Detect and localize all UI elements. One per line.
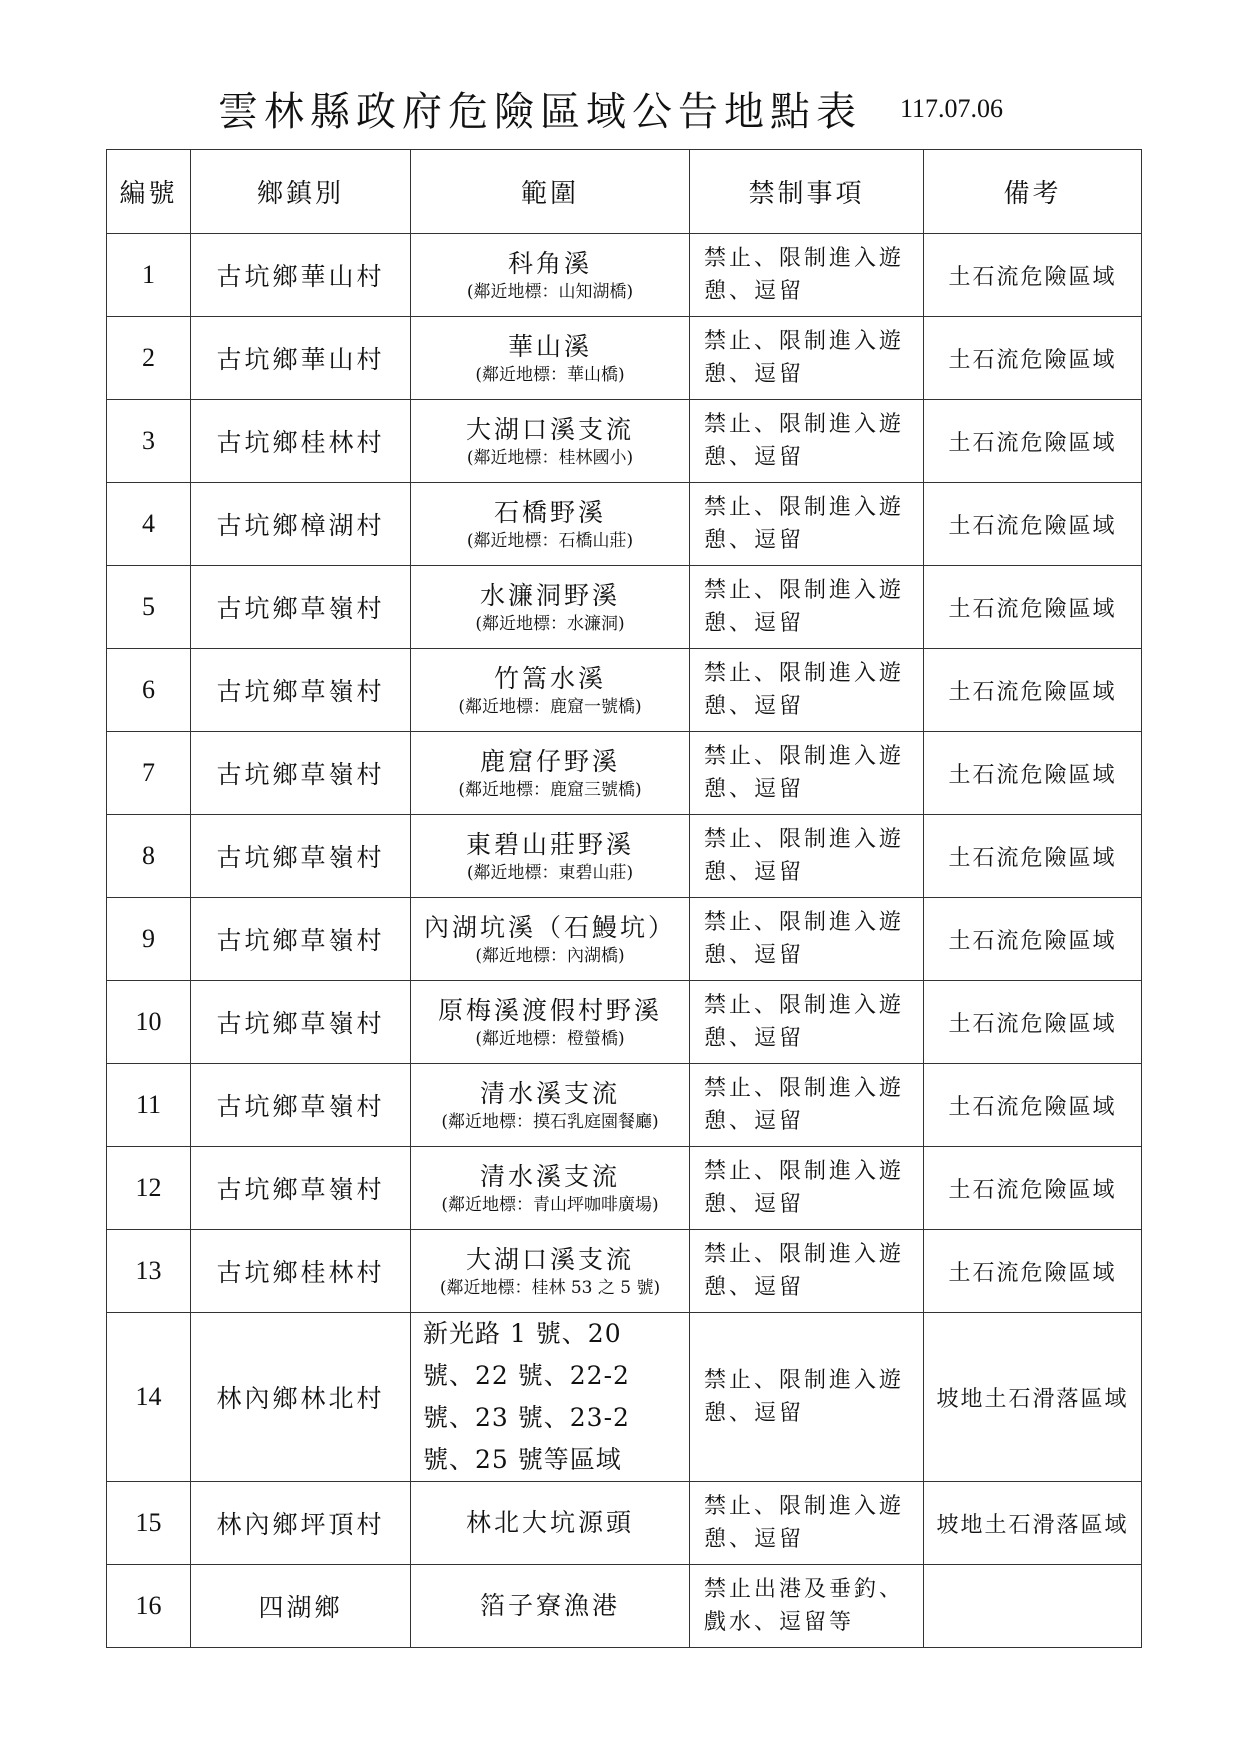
table-row (107, 1313, 1142, 1482)
title-row (0, 72, 1241, 142)
scope-landmark: (鄰近地標：水濂洞) (475, 614, 625, 634)
row-restriction: 禁止、限制進入遊憩、逗留 (690, 483, 924, 566)
table-row (107, 1482, 1142, 1565)
scope-landmark: (鄰近地標：青山坪咖啡廣場) (441, 1195, 659, 1215)
row-number: 14 (107, 1313, 191, 1482)
row-scope (411, 400, 690, 483)
table-row (107, 649, 1142, 732)
row-township: 古坑鄉草嶺村 (191, 649, 411, 732)
row-scope (411, 732, 690, 815)
row-township: 古坑鄉華山村 (191, 234, 411, 317)
row-township: 古坑鄉草嶺村 (191, 1064, 411, 1147)
row-number: 11 (107, 1064, 191, 1147)
row-number: 8 (107, 815, 191, 898)
table-row (107, 566, 1142, 649)
table-row (107, 1064, 1142, 1147)
row-scope (411, 981, 690, 1064)
header-remarks: 備考 (924, 150, 1142, 234)
row-remarks: 土石流危險區域 (924, 898, 1142, 981)
scope-name: 新光路 1 號、20 號、22 號、22-2 號、23 號、23-2 號、25 號等區域 (423, 1319, 630, 1474)
scope-name: 內湖坑溪（石鰻坑） (423, 913, 676, 942)
document-date: 117.07.06 (900, 94, 1004, 123)
row-number: 4 (107, 483, 191, 566)
table-row (107, 815, 1142, 898)
scope-landmark: (鄰近地標：橙螢橋) (475, 1029, 625, 1049)
row-remarks: 土石流危險區域 (924, 400, 1142, 483)
row-township: 古坑鄉草嶺村 (191, 815, 411, 898)
scope-name: 水濂洞野溪 (479, 581, 620, 610)
header-restriction: 禁制事項 (690, 150, 924, 234)
header-number: 編號 (107, 150, 191, 234)
row-scope (411, 1482, 690, 1565)
scope-name: 科角溪 (507, 249, 592, 278)
scope-landmark: (鄰近地標：摸石乳庭園餐廳) (441, 1112, 659, 1132)
row-number: 16 (107, 1565, 191, 1648)
row-remarks: 土石流危險區域 (924, 317, 1142, 400)
row-remarks: 坡地土石滑落區域 (924, 1482, 1142, 1565)
row-scope (411, 1313, 690, 1482)
row-number: 9 (107, 898, 191, 981)
scope-name: 清水溪支流 (479, 1079, 620, 1108)
row-remarks: 土石流危險區域 (924, 815, 1142, 898)
row-restriction: 禁止、限制進入遊憩、逗留 (690, 1064, 924, 1147)
row-number: 5 (107, 566, 191, 649)
row-township: 四湖鄉 (191, 1565, 411, 1648)
row-scope (411, 649, 690, 732)
row-restriction: 禁止、限制進入遊憩、逗留 (690, 400, 924, 483)
row-number: 7 (107, 732, 191, 815)
table-row (107, 1147, 1142, 1230)
row-remarks: 土石流危險區域 (924, 981, 1142, 1064)
row-number: 2 (107, 317, 191, 400)
table-row (107, 981, 1142, 1064)
row-township: 古坑鄉草嶺村 (191, 1147, 411, 1230)
scope-name: 箔子寮漁港 (479, 1591, 620, 1620)
row-township: 古坑鄉桂林村 (191, 400, 411, 483)
row-scope (411, 898, 690, 981)
header-scope: 範圍 (411, 150, 690, 234)
row-scope (411, 317, 690, 400)
table-row (107, 732, 1142, 815)
row-remarks: 土石流危險區域 (924, 566, 1142, 649)
row-restriction: 禁止、限制進入遊憩、逗留 (690, 566, 924, 649)
header-township: 鄉鎮別 (191, 150, 411, 234)
row-scope (411, 483, 690, 566)
row-township: 林內鄉坪頂村 (191, 1482, 411, 1565)
row-restriction: 禁止、限制進入遊憩、逗留 (690, 898, 924, 981)
danger-zone-table (106, 149, 1142, 1648)
row-scope (411, 815, 690, 898)
row-number: 10 (107, 981, 191, 1064)
row-remarks: 土石流危險區域 (924, 649, 1142, 732)
row-township: 古坑鄉桂林村 (191, 1230, 411, 1313)
scope-landmark: (鄰近地標：山知湖橋) (466, 282, 634, 302)
row-township: 林內鄉林北村 (191, 1313, 411, 1482)
scope-name: 東碧山莊野溪 (465, 830, 634, 859)
table-row (107, 317, 1142, 400)
table-row (107, 898, 1142, 981)
row-remarks: 土石流危險區域 (924, 1064, 1142, 1147)
page-title: 雲林縣政府危險區域公告地點表 (218, 89, 862, 135)
scope-name: 華山溪 (507, 332, 592, 361)
row-restriction: 禁止、限制進入遊憩、逗留 (690, 1313, 924, 1482)
table-body (107, 234, 1142, 1648)
scope-name: 大湖口溪支流 (465, 415, 634, 444)
scope-landmark: (鄰近地標：鹿窟一號橋) (458, 697, 642, 717)
row-township: 古坑鄉草嶺村 (191, 981, 411, 1064)
row-number: 12 (107, 1147, 191, 1230)
row-restriction: 禁止、限制進入遊憩、逗留 (690, 234, 924, 317)
row-scope (411, 566, 690, 649)
row-scope (411, 1230, 690, 1313)
scope-landmark: (鄰近地標：鹿窟三號橋) (458, 780, 642, 800)
row-restriction: 禁止、限制進入遊憩、逗留 (690, 317, 924, 400)
row-restriction: 禁止出港及垂釣、戲水、逗留等 (690, 1565, 924, 1648)
row-number: 13 (107, 1230, 191, 1313)
table-row (107, 1565, 1142, 1648)
scope-name: 原梅溪渡假村野溪 (437, 996, 662, 1025)
row-township: 古坑鄉草嶺村 (191, 732, 411, 815)
row-remarks: 土石流危險區域 (924, 1230, 1142, 1313)
scope-name: 竹篙水溪 (493, 664, 606, 693)
row-restriction: 禁止、限制進入遊憩、逗留 (690, 732, 924, 815)
row-scope (411, 1147, 690, 1230)
row-scope (411, 1064, 690, 1147)
row-restriction: 禁止、限制進入遊憩、逗留 (690, 1230, 924, 1313)
table-row (107, 483, 1142, 566)
row-township: 古坑鄉草嶺村 (191, 898, 411, 981)
scope-name: 清水溪支流 (479, 1162, 620, 1191)
table-header-row (107, 150, 1142, 234)
scope-landmark: (鄰近地標：桂林 53 之 5 號) (439, 1278, 661, 1298)
scope-name: 林北大坑源頭 (465, 1508, 634, 1537)
row-remarks: 土石流危險區域 (924, 234, 1142, 317)
row-township: 古坑鄉樟湖村 (191, 483, 411, 566)
row-restriction: 禁止、限制進入遊憩、逗留 (690, 981, 924, 1064)
scope-landmark: (鄰近地標：華山橋) (475, 365, 625, 385)
row-number: 3 (107, 400, 191, 483)
scope-landmark: (鄰近地標：東碧山莊) (466, 863, 634, 883)
row-restriction: 禁止、限制進入遊憩、逗留 (690, 1147, 924, 1230)
scope-name: 石橋野溪 (493, 498, 606, 527)
row-remarks: 土石流危險區域 (924, 732, 1142, 815)
scope-landmark: (鄰近地標：內湖橋) (475, 946, 625, 966)
scope-landmark: (鄰近地標：石橋山莊) (466, 531, 634, 551)
table-row (107, 400, 1142, 483)
table-row (107, 234, 1142, 317)
row-scope (411, 1565, 690, 1648)
row-remarks: 土石流危險區域 (924, 1147, 1142, 1230)
scope-name: 大湖口溪支流 (465, 1245, 634, 1274)
row-remarks (924, 1565, 1142, 1648)
row-restriction: 禁止、限制進入遊憩、逗留 (690, 649, 924, 732)
row-township: 古坑鄉草嶺村 (191, 566, 411, 649)
row-number: 1 (107, 234, 191, 317)
scope-name: 鹿窟仔野溪 (479, 747, 620, 776)
row-restriction: 禁止、限制進入遊憩、逗留 (690, 1482, 924, 1565)
row-remarks: 土石流危險區域 (924, 483, 1142, 566)
row-township: 古坑鄉華山村 (191, 317, 411, 400)
row-remarks: 坡地土石滑落區域 (924, 1313, 1142, 1482)
row-number: 15 (107, 1482, 191, 1565)
scope-landmark: (鄰近地標：桂林國小) (466, 448, 634, 468)
row-restriction: 禁止、限制進入遊憩、逗留 (690, 815, 924, 898)
row-scope (411, 234, 690, 317)
table-row (107, 1230, 1142, 1313)
row-number: 6 (107, 649, 191, 732)
